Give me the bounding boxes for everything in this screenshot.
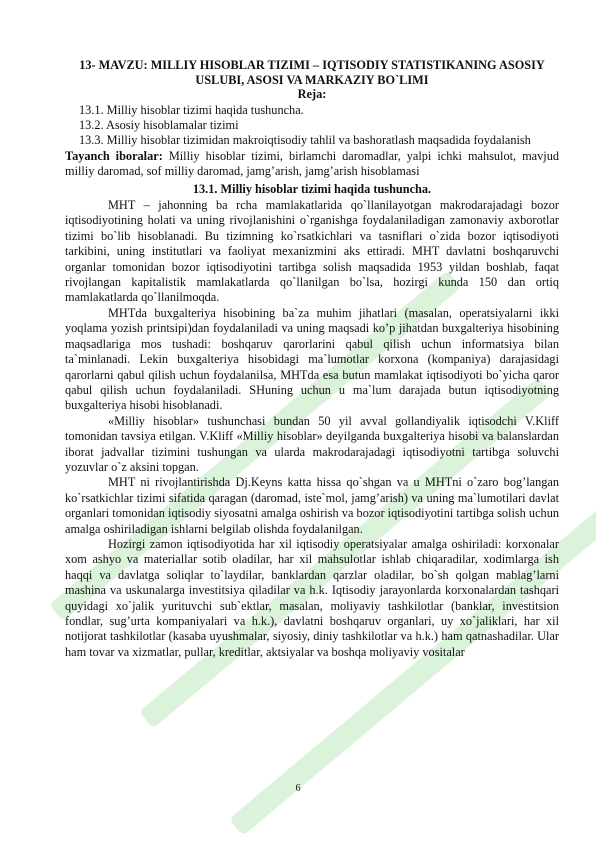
body-paragraph: MHT – jahonning ba rcha mamlakatlarida qo`llanilayotgan makrodarajadagi bozor iqtisodiyotining holati va uning rivojlanishini o`rganishga foydalaniladigan zamonaviy axborotlar tizimi bo`lib hisoblanadi. Bu tizimning ko`rsatkichlari va tasniflari o`zida bozor iqtisodiyoti tarkibini, uning institutlari va faoliyat mexanizmini aks ettiradi. MHT davlatni boshqaruvchi organlar tomonidan bozor iqtisodiyotini tartibga solish maqsadida 1953 yildan boshlab, faqat rivojlangan kapitalistik mamlakatlarda qo`llanilgan bo`lsa, hozirgi kunda 150 dan ortiq mamlakatlarda qo`llanilmoqda.	[65, 198, 559, 305]
body-paragraph: MHTda buxgalteriya hisobining ba`za muhim jihatlari (masalan, operatsiyalarni ikki yoqlama yozish printsipi)dan foydalaniladi va uning maqsadi ko’p jihatdan buxgalteriya hisobining maqsadlariga mos tushadi: boshqaruv qarorlarini qabul qilish uchun informatsiya bilan ta`minlanadi. Lekin buxgalteriya hisobidagi ma`lumotlar korxona (kompaniya) darajasidagi qarorlarni qabul qilish uchun foydalanilsa, MHTda esa butun mamlakat iqtisodiyoti bo`yicha qaror qabul qilish uchun foydalaniladi. SHuning uchun u ma`lum darajada butun iqtisodiyotning buxgalteriya hisobi hisoblanadi.	[65, 305, 559, 413]
body-paragraph: Hozirgi zamon iqtisodiyotida har xil iqtisodiy operatsiyalar amalga oshiriladi: korxonalar xom ashyo va materiallar sotib oladilar, har xil mahsulotlar ishlab chiqaradilar, xodimlarga ish haqqi va davlatga soliqlar to`laydilar, banklardan qarzlar oladilar, bo`sh qolgan mablag’larni mashina va uskunalarga investitsiya qiladilar va h.k. Iqtisodiy jarayonlarda korxonalardan tashqari quyidagi xo`jalik yurituvchi sub`ektlar, masalan, moliyaviy tashkilotlar (banklar, investitsion fondlar, sug’urta kompaniyalari va h.k.), davlatni boshqaruv organlari, uy xo`jaliklari, har xil notijorat tashkilotlar (kasaba uyushmalar, siyosiy, diniy tashkilotlar va h.k.) ham qatnashadilar. Ular ham tovar va xizmatlar, pullar, kreditlar, aktsiyalar va boshqa moliyaviy vositalar	[65, 536, 559, 659]
body-paragraph: «Milliy hisoblar» tushunchasi bundan 50 yil avval gollandiyalik iqtisodchi V.Kliff tomonidan tavsiya etilgan. V.Kliff «Milliy hisoblar» deyilganda buxgalteriya hisobi va balanslardan iborat jadvallar tizimini tushungan va ularda makrodarajadagi iqtisodiyotni tartibga soluvchi yozuvlar o`z aksini topgan.	[65, 413, 559, 474]
plan-item: 13.1. Milliy hisoblar tizimi haqida tushuncha.	[79, 102, 304, 117]
keywords-label: Tayanch iboralar:	[65, 148, 163, 163]
plan-heading: Reja:	[297, 87, 327, 102]
document-page	[65, 58, 559, 660]
document-title: 13- MAVZU: MILLIY HISOBLAR TIZIMI – IQTISODIY STATISTIKANING ASOSIY USLUBI, ASOSI VA MARKAZIY BO`LIMI	[79, 58, 545, 87]
keywords-text: Milliy hisoblar tizimi, birlamchi daromadlar, yalpi ichki mahsulot, mavjud milliy daromad, sof milliy daromad, jamg’arish, jamg’arish hisoblamasi	[65, 148, 560, 179]
page-number: 6	[295, 783, 301, 794]
section-title: 13.1. Milliy hisoblar tizimi haqida tushuncha.	[192, 181, 432, 196]
keywords	[65, 149, 559, 180]
body-paragraph: MHT ni rivojlantirishda Dj.Keyns katta hissa qo`shgan va u MHTni o`zaro bog’langan ko`rsatkichlar tizimi sifatida qaragan (daromad, iste`mol, jamg’arish) va uning ma`lumotilari davlat organlari tomonidan iqtisodiy siyosatni amalga oshirish va bozor iqtisodiyotini tartibga solish uchun amalga oshiriladigan ishlarni belgilab olishda foydalanilgan.	[65, 475, 559, 536]
plan-item: 13.3. Milliy hisoblar tizimidan makroiqtisodiy tahlil va bashoratlash maqsadida foydalanish	[79, 133, 531, 148]
plan-item: 13.2. Asosiy hisoblamalar tizimi	[79, 118, 239, 132]
